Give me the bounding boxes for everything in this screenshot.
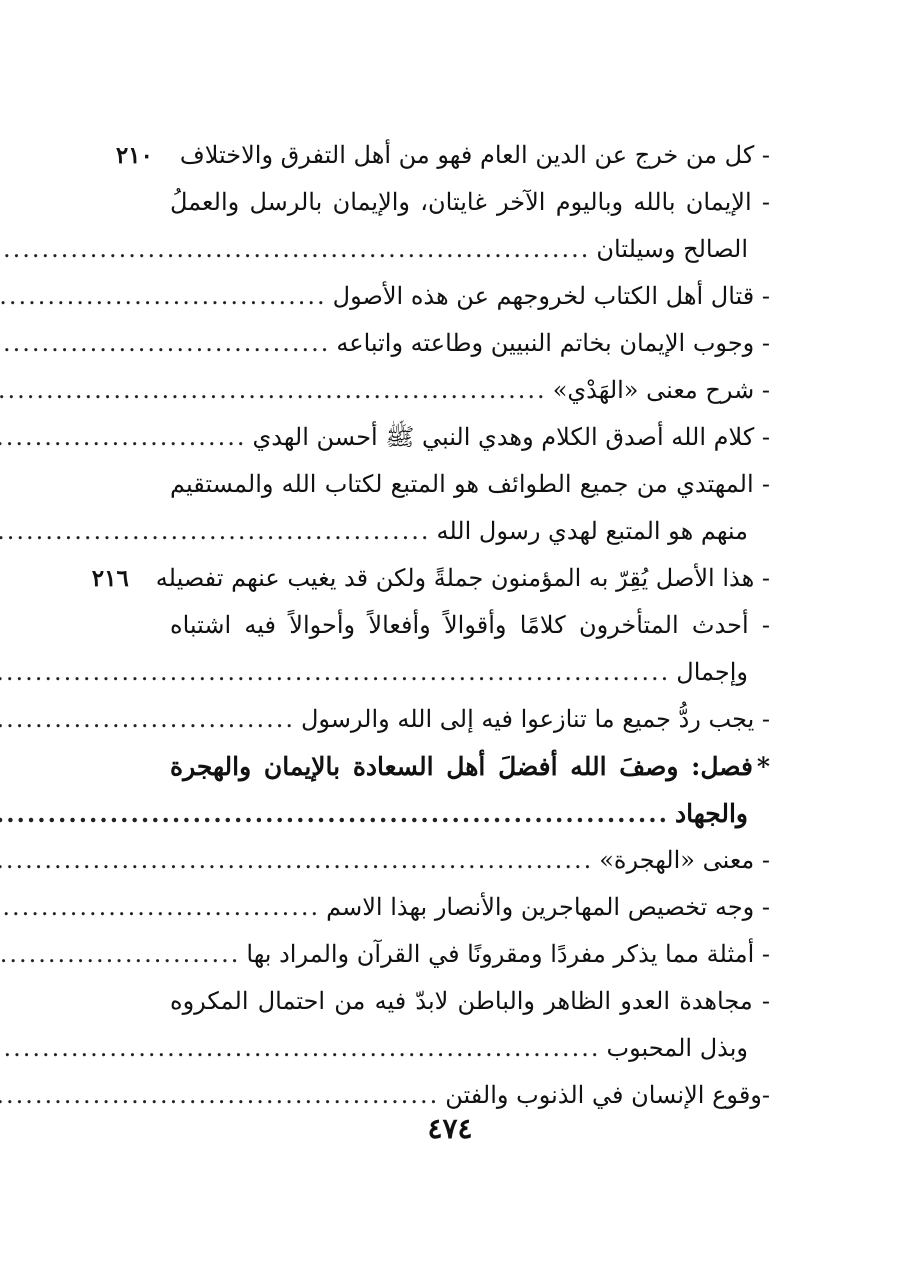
toc-entry-title: الصالح وسيلتان [596, 235, 748, 263]
dot-leader [0, 1025, 600, 1072]
toc-entry-title: - أمثلة مما يذكر مفردًا ومقرونًا في القرآن والمراد بها [246, 940, 770, 968]
toc-entry-continuation [118, 226, 770, 273]
toc-entry-title: - قتال أهل الكتاب لخروجهم عن هذه الأصول [332, 282, 770, 310]
toc-entry-title: - معنى «الهجرة» [599, 846, 770, 874]
table-of-contents [91, 132, 770, 1119]
toc-entry-continuation [118, 649, 770, 696]
toc-entry-title: منهم هو المتبع لهدي رسول الله [436, 517, 748, 545]
dot-leader [0, 790, 669, 837]
toc-entry-page: ٢١٦ [91, 565, 129, 592]
toc-entry [118, 696, 770, 743]
asterisk-marker: * [756, 752, 770, 781]
toc-entry [118, 320, 770, 367]
dot-leader [0, 414, 246, 461]
dot-leader [0, 837, 593, 884]
toc-entry-title: -وقوع الإنسان في الذنوب والفتن [445, 1081, 770, 1109]
toc-entry [118, 367, 770, 414]
toc-entry-title: - مجاهدة العدو الظاهر والباطن لابدّ فيه من احتمال المكروه [170, 987, 770, 1015]
toc-entry [118, 179, 770, 226]
toc-section-title-text: فصل: وصفَ الله أفضلَ أهل السعادة بالإيمان والهجرة [170, 752, 753, 781]
toc-entry-continuation [118, 1025, 770, 1072]
toc-entry-title: - أحدث المتأخرون كلامًا وأقوالاً وأفعالاً وأحوالاً فيه اشتباه [170, 611, 770, 639]
toc-section-heading [118, 743, 770, 790]
dot-leader [0, 273, 327, 320]
toc-entry [118, 978, 770, 1025]
dot-leader [0, 696, 295, 743]
toc-entry [115, 132, 770, 179]
toc-entry-title: وإجمال [676, 658, 748, 686]
dot-leader [0, 226, 590, 273]
dot-leader [0, 508, 430, 555]
toc-entry [118, 931, 770, 978]
toc-entry-title: - المهتدي من جميع الطوائف هو المتبع لكتاب الله والمستقيم [170, 470, 770, 498]
toc-entry [118, 837, 770, 884]
toc-entry [91, 555, 770, 602]
toc-section-title [170, 743, 770, 790]
dot-leader [0, 884, 320, 931]
toc-entry-continuation [118, 508, 770, 555]
toc-entry-title: والجهاد [674, 799, 748, 828]
toc-entry-title: - وجوب الإيمان بخاتم النبيين وطاعته واتباعه [336, 329, 770, 357]
toc-entry [118, 602, 770, 649]
toc-entry [118, 461, 770, 508]
toc-entry-title: - وجه تخصيص المهاجرين والأنصار بهذا الاسم [326, 893, 770, 921]
toc-entry-title: - شرح معنى «الهَدْي» [552, 376, 770, 404]
dot-leader [0, 367, 547, 414]
page-number: ٤٧٤ [427, 1112, 473, 1145]
toc-entry-title: - الإيمان بالله وباليوم الآخر غايتان، والإيمان بالرسل والعملُ [170, 188, 770, 216]
toc-entry-title: وبذل المحبوب [606, 1034, 748, 1062]
toc-entry-title: - يجب ردُّ جميع ما تنازعوا فيه إلى الله والرسول [300, 705, 770, 733]
toc-entry-title: - كل من خرج عن الدين العام فهو من أهل التفرق والاختلاف [179, 141, 770, 169]
toc-entry [118, 414, 770, 461]
toc-entry-title: - هذا الأصل يُقِرّ به المؤمنون جملةً ولكن قد يغيب عنهم تفصيله [155, 564, 770, 592]
toc-entry [118, 273, 770, 320]
toc-section-continuation [118, 790, 770, 837]
dot-leader [0, 320, 330, 367]
toc-entry [118, 884, 770, 931]
toc-entry-title: - كلام الله أصدق الكلام وهدي النبي ﷺ أحسن الهدي [252, 423, 770, 451]
toc-entry-page: ٢١٠ [115, 142, 153, 169]
dot-leader [0, 931, 240, 978]
dot-leader [0, 649, 670, 696]
